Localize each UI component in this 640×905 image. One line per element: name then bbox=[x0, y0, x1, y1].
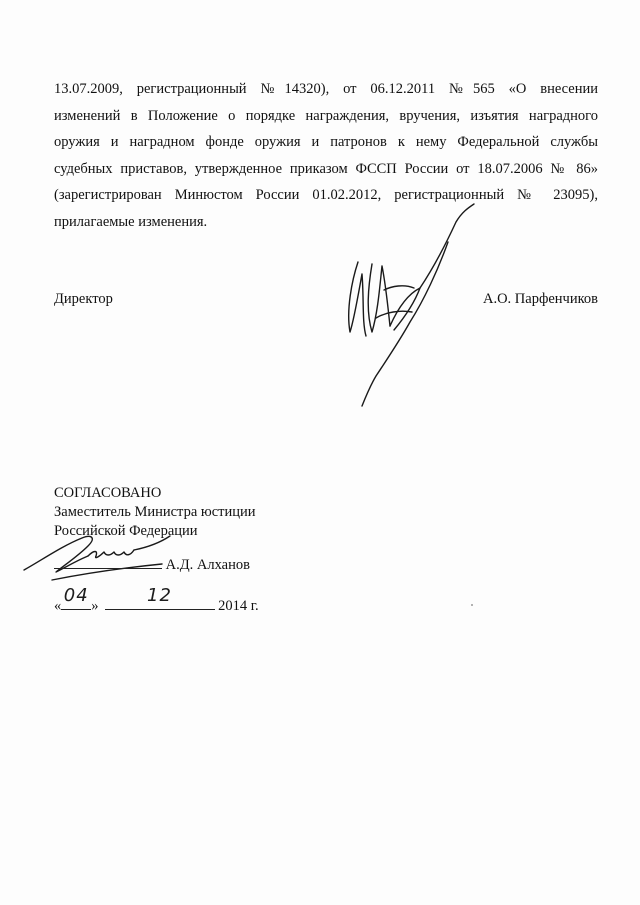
body-line: 13.07.2009, регистрационный №14320), от 06.12.2011 №565 «О внесении bbox=[54, 81, 598, 97]
approval-name: А.Д. Алханов bbox=[165, 557, 250, 573]
body-line: изменений в Положение о порядке награждения, вручения, изъятия наградного bbox=[54, 107, 598, 124]
document-body-text bbox=[54, 76, 598, 235]
approval-heading: СОГЛАСОВАНО bbox=[54, 485, 162, 501]
date-day-value: 04 bbox=[63, 585, 89, 606]
director-signature-image bbox=[328, 200, 478, 410]
body-line: прилагаемые изменения. bbox=[54, 213, 208, 230]
date-month-field bbox=[105, 585, 215, 610]
approval-signature-line bbox=[54, 556, 250, 574]
signature-underline bbox=[54, 556, 162, 569]
deputy-signature-image bbox=[22, 520, 172, 590]
date-month-value: 12 bbox=[147, 585, 172, 606]
date-year: 2014 г. bbox=[218, 598, 259, 614]
signer-name: А.О. Парфенчиков bbox=[482, 291, 598, 307]
date-day-field bbox=[61, 585, 91, 610]
scan-speck bbox=[471, 604, 473, 606]
body-line: (зарегистрирован Минюстом России 01.02.2012, регистрационный № 23095), bbox=[54, 187, 598, 203]
body-line: судебных приставов, утвержденное приказом ФССП России от 18.07.2006 № 86» bbox=[54, 160, 598, 177]
body-line: оружия и наградном фонде оружия и патронов к нему Федеральной службы bbox=[54, 134, 598, 150]
approval-position-line: Заместитель Министра юстиции bbox=[54, 504, 256, 520]
signer-title: Директор bbox=[54, 291, 113, 307]
date-open-quote: « bbox=[54, 598, 62, 614]
date-close-quote: » bbox=[91, 598, 99, 614]
approval-position-line: Российской Федерации bbox=[54, 523, 198, 539]
approval-date bbox=[54, 585, 259, 615]
